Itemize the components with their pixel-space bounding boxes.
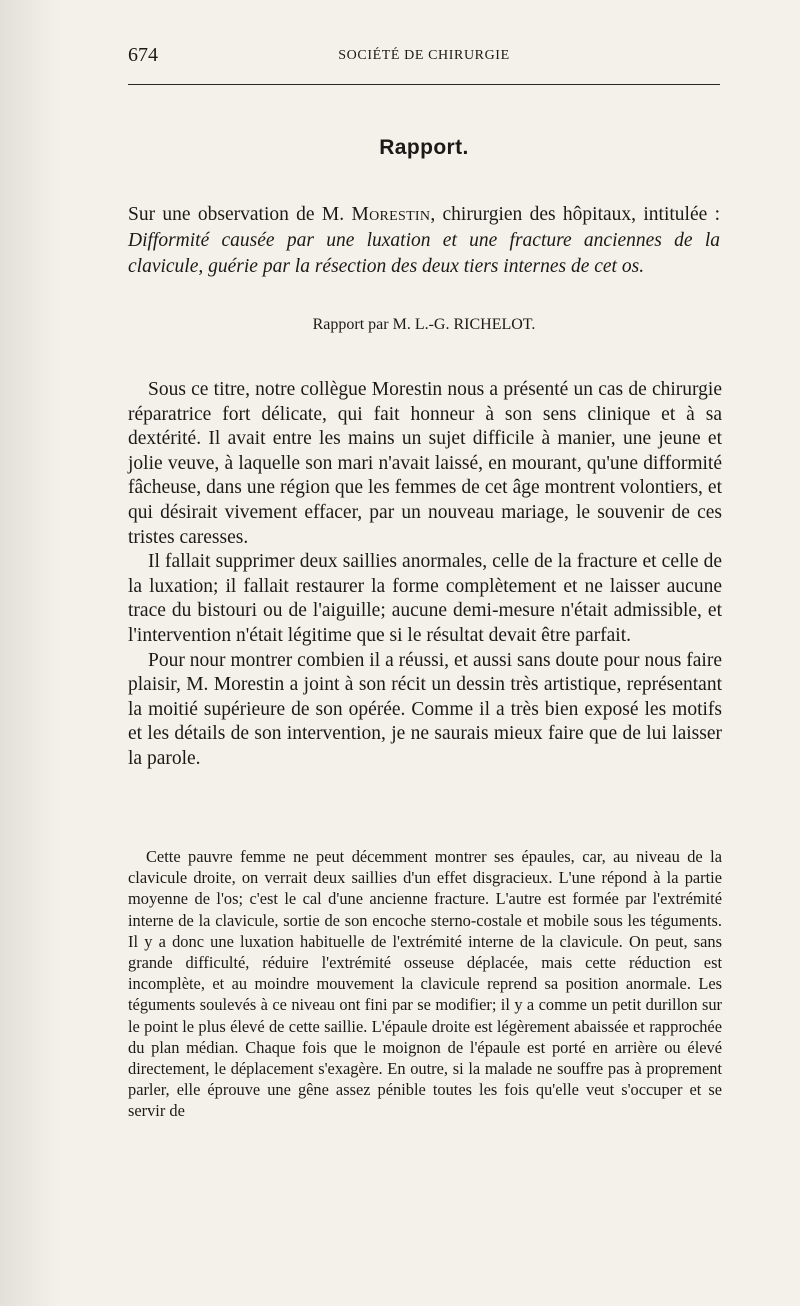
- quote-paragraph: Cette pauvre femme ne peut décemment montrer ses épaules, car, au niveau de la clavicule droite, on verrait deux saillies d'un effet disgracieux. L'une répond à la partie moyenne de l'os; c'est le cal d'une ancienne fracture. L'autre est formée par l'extrémité interne de la clavicule, sortie de son encoche sterno-costale et mobile sous les téguments. Il y a donc une luxation habituelle de l'extrémité interne de la clavicule. On peut, sans grande difficulté, réduire l'extrémité osseuse déplacée, mais cette réduction est incomplète, et au moindre mouvement la clavicule reprend sa position anormale. Les téguments soulevés à ce niveau ont fini par se modifier; il y a comme un petit durillon sur le point le plus élevé de cette saillie. L'épaule droite est légèrement abaissée et rapprochée du plan médian. Chaque fois que le moignon de l'épaule est porté en arrière ou élevé directement, le déplacement s'exagère. En outre, si la malade ne souffre pas à proprement parler, elle éprouve une gêne assez pénible toutes les fois qu'elle veut s'occuper et se servir de: [128, 847, 722, 1121]
- quoted-observation: [128, 846, 722, 1122]
- header-rule: [128, 84, 720, 85]
- report-body: [128, 378, 722, 772]
- running-head: SOCIÉTÉ DE CHIRURGIE: [338, 48, 510, 63]
- observation-title: Difformité causée par une luxation et une fracture anciennes de la clavicule, guérie par la résection des deux tiers internes de cet os.: [128, 230, 720, 277]
- paragraph: Il fallait supprimer deux saillies anormales, celle de la fracture et celle de la luxation; il fallait restaurer la forme complètement et ne laisser aucune trace du bistouri ou de l'aiguille; aucune demi-mesure n'était admissible, et l'intervention n'était légitime que si le résultat devait être parfait.: [128, 551, 722, 646]
- report-subject: [128, 202, 720, 280]
- intro-mid: , chirurgien des hôpitaux, intitulée :: [430, 204, 720, 225]
- paragraph: Pour nour montrer combien il a réussi, et aussi sans doute pour nous faire plaisir, M. Morestin a joint à son récit un dessin très artistique, représentant la moitié supérieure de son opérée. Comme il a très bien exposé les motifs et les détails de son intervention, je ne saurais mieux faire que de lui laisser la parole.: [128, 649, 722, 769]
- author-name: Morestin: [351, 204, 431, 225]
- page-number: 674: [128, 44, 158, 66]
- intro-lead: Sur une observation de M.: [128, 204, 352, 225]
- report-byline: Rapport par M. L.-G. RICHELOT.: [312, 316, 536, 333]
- paragraph: Sous ce titre, notre collègue Morestin nous a présenté un cas de chirurgie réparatrice fort délicate, qui fait honneur à son sens clinique et à sa dextérité. Il avait entre les mains un sujet difficile à manier, une jeune et jolie veuve, à laquelle son mari n'avait laissé, en mourant, qu'une difformité fâcheuse, dans une région que les femmes de cet âge montrent volontiers, et qui désirait vivement effacer, par un nouveau mariage, le souvenir de ces tristes caresses.: [128, 379, 722, 548]
- section-title: Rapport.: [379, 136, 469, 159]
- page-header: [128, 44, 720, 70]
